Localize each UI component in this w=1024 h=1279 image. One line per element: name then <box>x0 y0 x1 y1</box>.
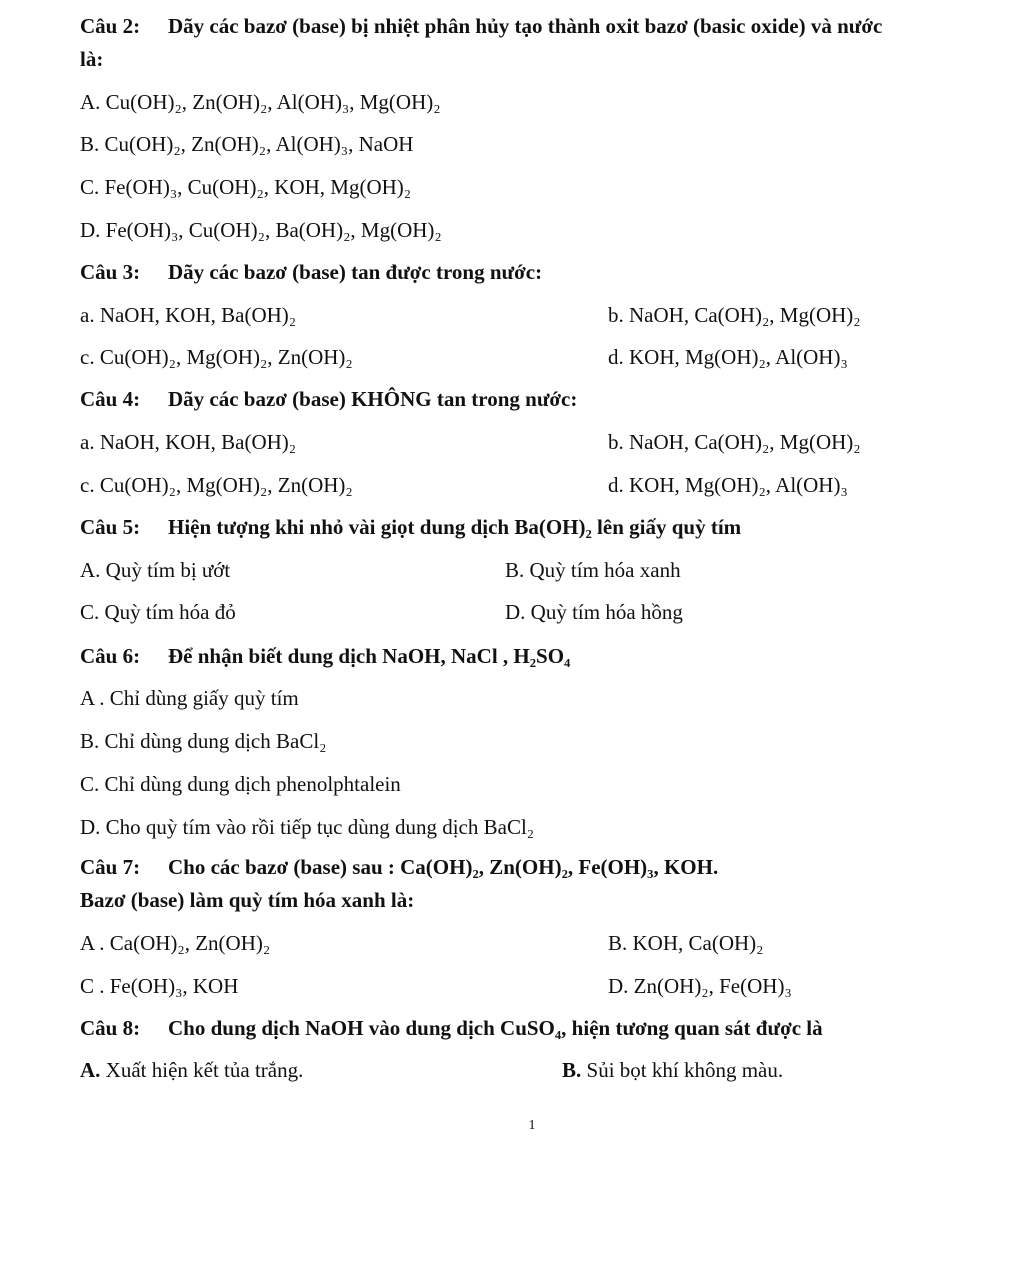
q7-text-line1: Cho các bazơ (base) sau : Ca(OH)₂, Zn(OH)₂, Fe(OH)₃, KOH. <box>168 855 719 879</box>
q4-text: Dãy các bazơ (base) KHÔNG tan trong nước: <box>168 387 578 411</box>
q7-number: Câu 7: <box>80 855 141 879</box>
q2-option-c: C. Fe(OH)₃, Cu(OH)₂, KOH, Mg(OH)₂ <box>80 175 412 199</box>
q6-text: Để nhận biết dung dịch NaOH, NaCl , H₂SO₄ <box>168 644 571 668</box>
q7-option-b: B. KOH, Ca(OH)₂ <box>608 931 764 955</box>
q4-heading <box>80 385 577 413</box>
q5-heading <box>80 513 741 541</box>
q2-option-b: B. Cu(OH)₂, Zn(OH)₂, Al(OH)₃, NaOH <box>80 132 414 156</box>
q8-option-b-text: Sủi bọt khí không màu. <box>586 1058 784 1082</box>
q5-text: Hiện tượng khi nhỏ vài giọt dung dịch Ba(OH)₂ lên giấy quỳ tím <box>168 515 742 539</box>
q8-option-a-text: Xuất hiện kết tủa trắng. <box>105 1058 304 1082</box>
page-number: 1 <box>528 1118 536 1133</box>
q3-heading <box>80 258 542 286</box>
q5-option-b: B. Quỳ tím hóa xanh <box>505 558 681 582</box>
q7-option-a: A . Ca(OH)₂, Zn(OH)₂ <box>80 931 271 955</box>
q8-heading <box>80 1014 823 1042</box>
q2-option-d: D. Fe(OH)₃, Cu(OH)₂, Ba(OH)₂, Mg(OH)₂ <box>80 218 442 242</box>
q3-option-b: b. NaOH, Ca(OH)₂, Mg(OH)₂ <box>608 303 861 327</box>
q8-option-a-label: A. <box>80 1058 101 1082</box>
q6-option-b: B. Chỉ dùng dung dịch BaCl₂ <box>80 729 327 753</box>
q4-option-b: b. NaOH, Ca(OH)₂, Mg(OH)₂ <box>608 430 861 454</box>
q7-option-d: D. Zn(OH)₂, Fe(OH)₃ <box>608 974 792 998</box>
q2-option-a: A. Cu(OH)₂, Zn(OH)₂, Al(OH)₃, Mg(OH)₂ <box>80 90 441 114</box>
q7-option-c: C . Fe(OH)₃, KOH <box>80 974 239 998</box>
q5-number: Câu 5: <box>80 515 141 539</box>
q8-option-a <box>80 1056 303 1084</box>
q2-text-line1: Dãy các bazơ (base) bị nhiệt phân hủy tạo thành oxit bazơ (basic oxide) và nước <box>168 14 883 38</box>
q3-option-d: d. KOH, Mg(OH)₂, Al(OH)₃ <box>608 345 848 369</box>
q4-option-d: d. KOH, Mg(OH)₂, Al(OH)₃ <box>608 473 848 497</box>
q8-option-b-label: B. <box>562 1058 582 1082</box>
q7-text-line2: Bazơ (base) làm quỳ tím hóa xanh là: <box>80 888 415 912</box>
q8-number: Câu 8: <box>80 1016 141 1040</box>
q6-option-a: A . Chỉ dùng giấy quỳ tím <box>80 686 299 710</box>
q7-heading <box>80 853 718 881</box>
q8-option-b <box>562 1056 783 1084</box>
q3-option-c: c. Cu(OH)₂, Mg(OH)₂, Zn(OH)₂ <box>80 345 353 369</box>
q2-number: Câu 2: <box>80 14 141 38</box>
q2-text-line2: là: <box>80 47 104 71</box>
q3-text: Dãy các bazơ (base) tan được trong nước: <box>168 260 543 284</box>
q4-option-a: a. NaOH, KOH, Ba(OH)₂ <box>80 430 297 454</box>
q5-option-c: C. Quỳ tím hóa đỏ <box>80 600 236 624</box>
q8-text: Cho dung dịch NaOH vào dung dịch CuSO₄, hiện tương quan sát được là <box>168 1016 823 1040</box>
q4-number: Câu 4: <box>80 387 141 411</box>
q6-option-c: C. Chỉ dùng dung dịch phenolphtalein <box>80 772 401 796</box>
q6-option-d: D. Cho quỳ tím vào rồi tiếp tục dùng dung dịch BaCl₂ <box>80 815 535 839</box>
q5-option-d: D. Quỳ tím hóa hồng <box>505 600 683 624</box>
q2-heading <box>80 12 882 40</box>
q5-option-a: A. Quỳ tím bị ướt <box>80 558 231 582</box>
q4-option-c: c. Cu(OH)₂, Mg(OH)₂, Zn(OH)₂ <box>80 473 353 497</box>
q3-number: Câu 3: <box>80 260 141 284</box>
q6-number: Câu 6: <box>80 644 141 668</box>
q6-heading <box>80 642 570 670</box>
q3-option-a: a. NaOH, KOH, Ba(OH)₂ <box>80 303 297 327</box>
